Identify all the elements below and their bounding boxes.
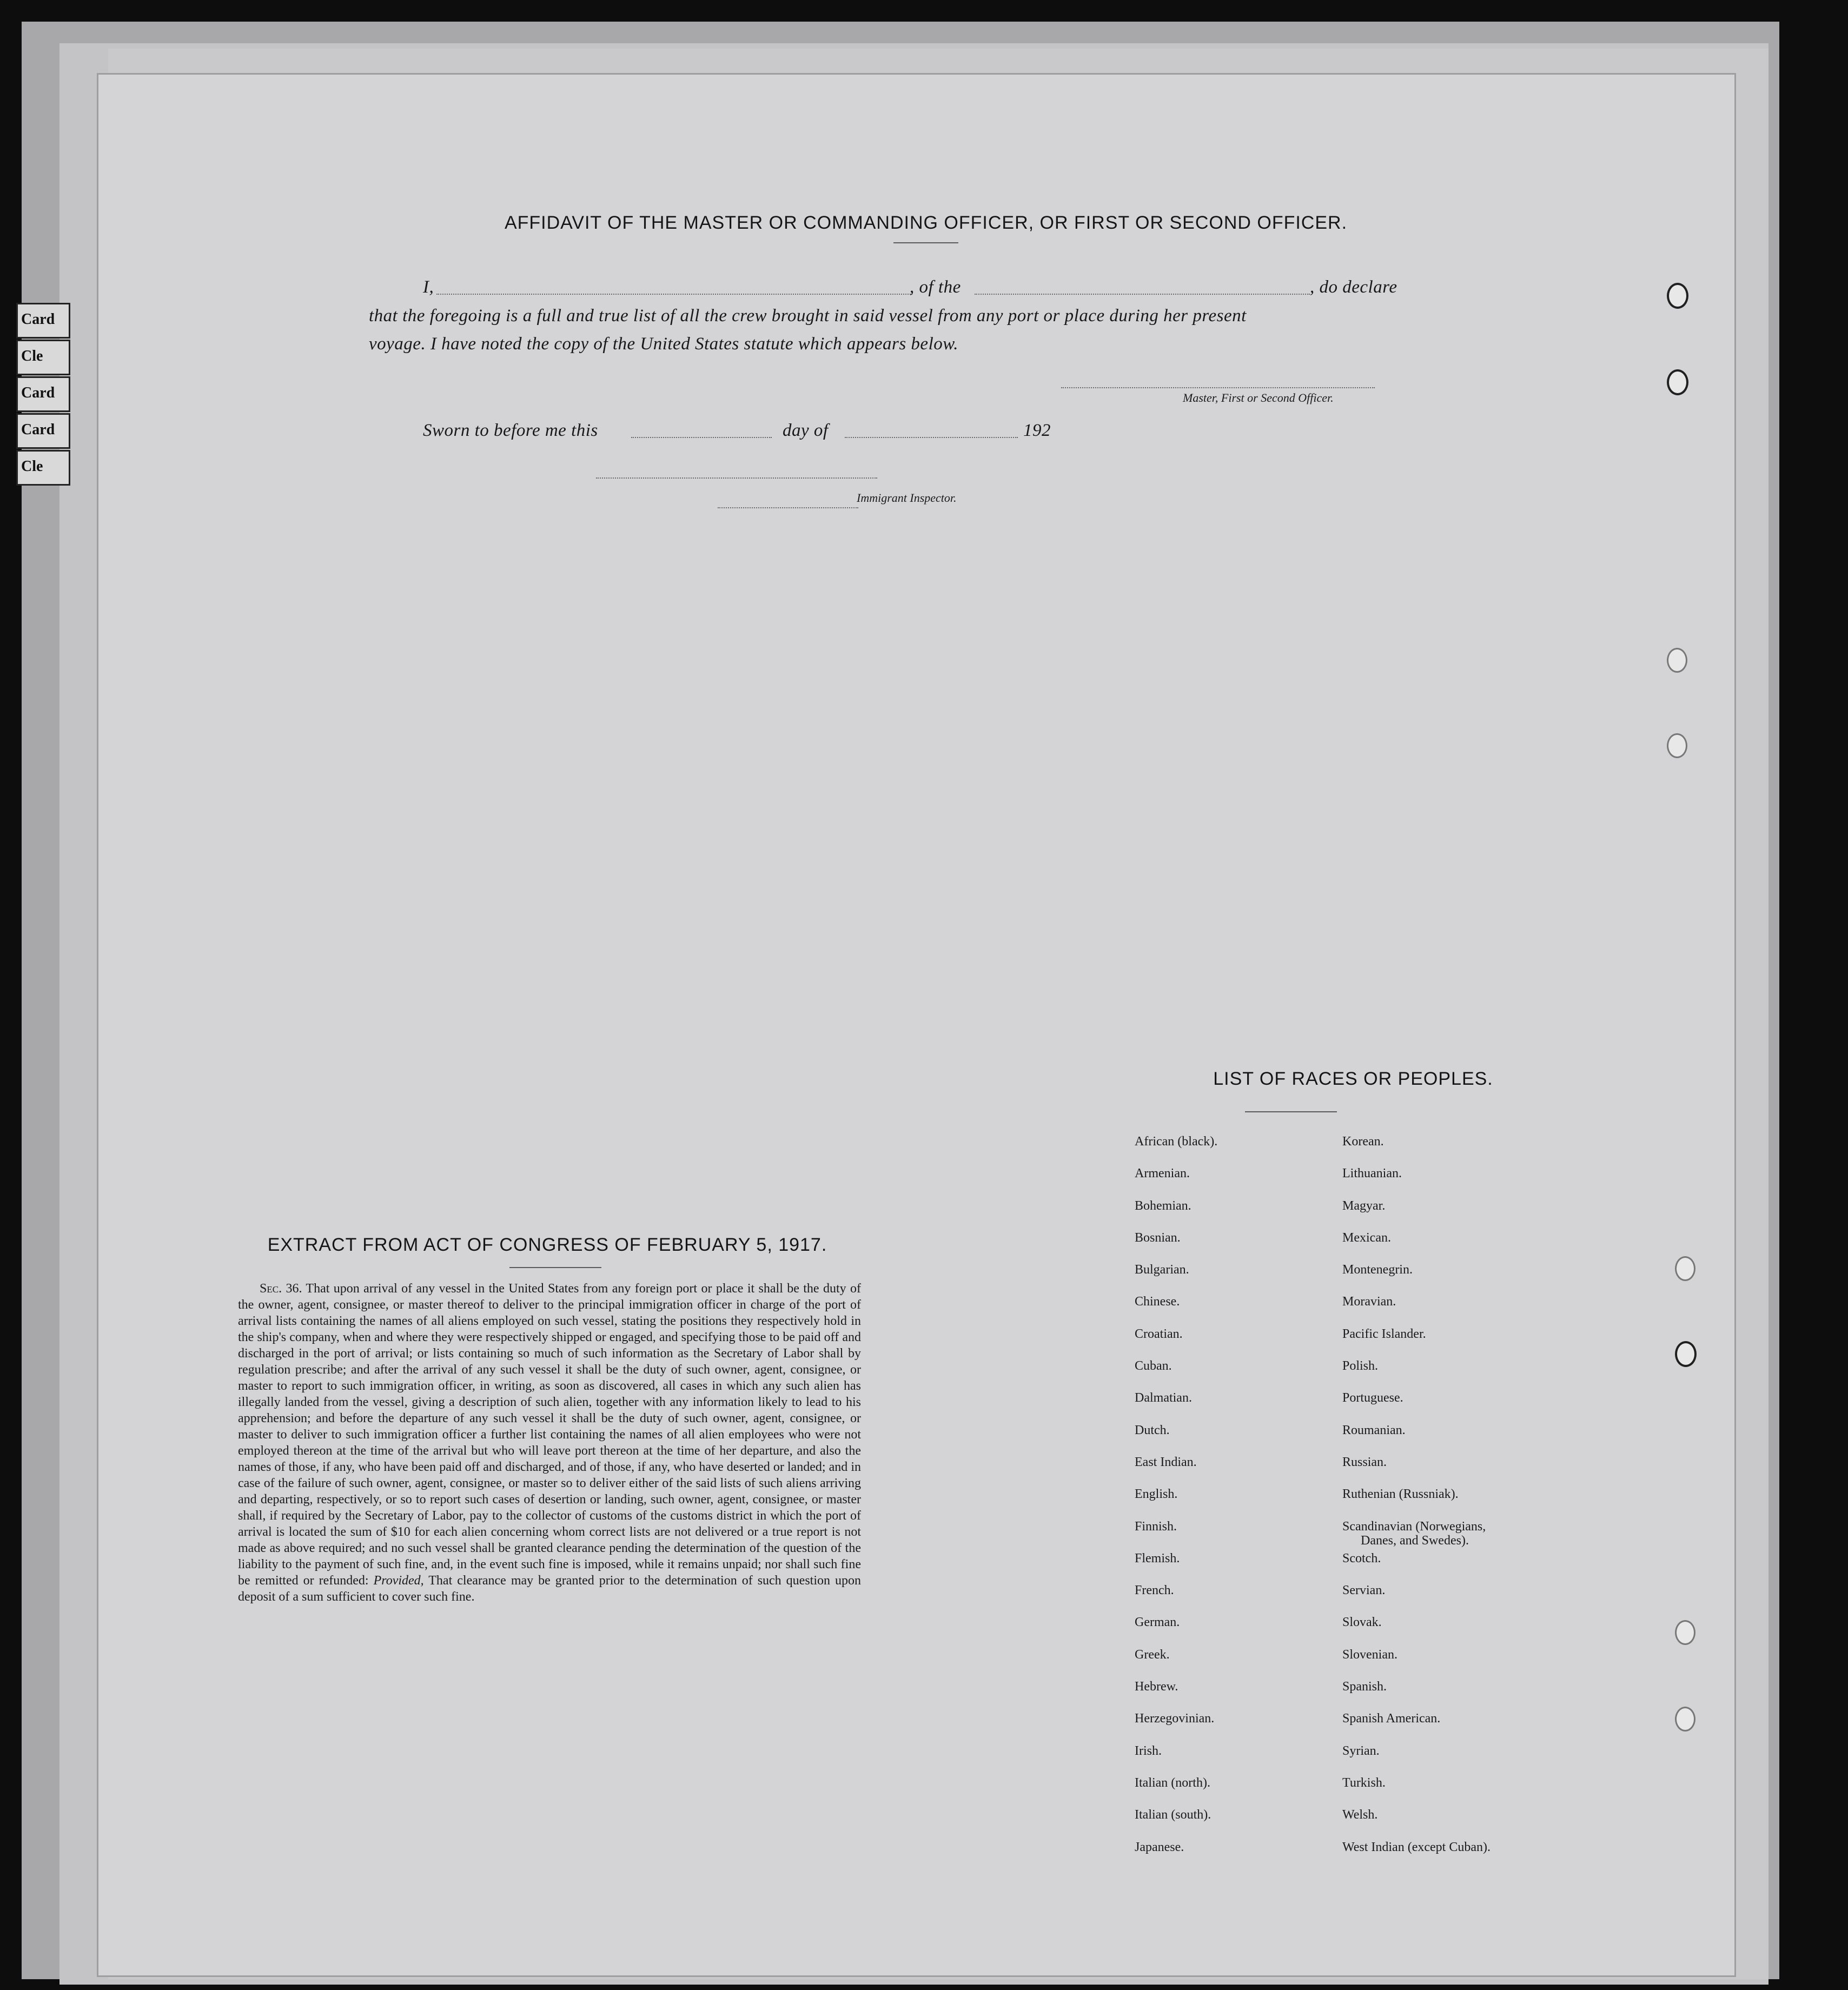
race-item: Syrian.: [1342, 1743, 1380, 1758]
inspector-name-field[interactable]: [718, 507, 858, 508]
race-item: African (black).: [1135, 1135, 1218, 1149]
sworn-day-field[interactable]: [631, 437, 772, 438]
title-rule: [509, 1267, 601, 1268]
year-text: 192: [1023, 421, 1051, 440]
race-item: Cuban.: [1135, 1359, 1172, 1374]
race-item: Armenian.: [1135, 1166, 1190, 1181]
race-item: Ruthenian (Russniak).: [1342, 1487, 1459, 1502]
race-item: Herzegovinian.: [1135, 1712, 1215, 1726]
race-item: Mexican.: [1342, 1230, 1391, 1245]
sworn-text: Sworn to before me this: [423, 421, 598, 440]
index-tabs: [16, 303, 70, 487]
race-item: Italian (south).: [1135, 1808, 1211, 1822]
race-item: Finnish.: [1135, 1519, 1177, 1534]
binder-hole: [1675, 1707, 1695, 1732]
race-item: East Indian.: [1135, 1455, 1197, 1469]
affidavit-line1-start: I,: [423, 277, 434, 297]
affidavit-line3: voyage. I have noted the copy of the United States statute which appears below.: [369, 334, 959, 354]
binder-hole: [1675, 1256, 1695, 1281]
day-of-text: day of: [783, 421, 829, 440]
race-item: Russian.: [1342, 1455, 1387, 1469]
inspector-caption: Immigrant Inspector.: [857, 491, 957, 505]
race-item: Lithuanian.: [1342, 1166, 1402, 1181]
race-item: [1342, 1520, 1569, 1551]
race-item: Japanese.: [1135, 1840, 1184, 1854]
race-item: Bosnian.: [1135, 1230, 1181, 1245]
race-item: Slovenian.: [1342, 1647, 1397, 1662]
race-item: Korean.: [1342, 1135, 1384, 1149]
race-item: English.: [1135, 1487, 1178, 1502]
race-item: Slovak.: [1342, 1615, 1382, 1630]
index-tab: Cle: [16, 450, 70, 486]
index-tab: Card: [16, 376, 70, 412]
race-item: Montenegrin.: [1342, 1263, 1413, 1277]
races-title: LIST OF RACES OR PEOPLES.: [1213, 1069, 1493, 1089]
race-item: Roumanian.: [1342, 1423, 1406, 1437]
binder-hole: [1675, 1620, 1695, 1645]
race-item: Dutch.: [1135, 1423, 1170, 1437]
vessel-name-field[interactable]: [975, 294, 1310, 295]
race-item: Spanish.: [1342, 1680, 1387, 1694]
race-item: Scotch.: [1342, 1551, 1381, 1566]
binder-hole: [1667, 283, 1688, 309]
race-item: Bulgarian.: [1135, 1263, 1189, 1277]
race-item: Irish.: [1135, 1743, 1162, 1758]
inspector-signature-field[interactable]: [596, 477, 877, 479]
index-tab: Card: [16, 303, 70, 339]
extract-text-part1: That upon arrival of any vessel in the United States from any foreign port or place it shall be the duty of the owner, agent, consignee, or master thereof to deliver to the principal immigration officer in charge of the port of arrival lists containing the names of all aliens employed on such vessel, stating the positions they respectively hold in the ship's company, when and where they were respectively shipped or engaged, and specifying those to be paid off and discharged in the port of arrival; or lists containing so much of such information as the Secretary of Labor shall by regulation prescribe; and after the arrival of any such vessel it shall be the duty of such owner, agent, consignee, or master to report to such immigration officer, in writing, as soon as discovered, all cases in which any such alien has illegally landed from the vessel, giving a description of such alien, together with any information likely to lead to his apprehension; and before the departure of any such vessel it shall be the duty of such owner, agent, consignee, or master to deliver to such immigration officer a further list containing the names of all alien employees who were not employed thereon at the time of the arrival but who will leave port thereon at the time of her departure, and also the names of those, if any, who have been paid off and discharged, and of those, if any, who have deserted or landed; and in case of the failure of such owner, agent, consignee, or master so to deliver either of the said lists of such aliens arriving and departing, respectively, or so to report such cases of desertion or landing, such owner, agent, consignee, or master shall, if required by the Secretary of Labor, pay to the collector of customs of the customs district in which the port of arrival is located the sum of $10 for each alien concerning whom correct lists are not delivered or a true report is not made as above required; and no such vessel shall be granted clearance pending the determination of the question of the liability to the payment of such fine, and, in the event such fine is imposed, while it remains unpaid; nor shall such fine be remitted or refunded:: [238, 1282, 861, 1588]
title-rule: [1245, 1111, 1337, 1112]
race-item: Hebrew.: [1135, 1680, 1178, 1694]
race-item: Pacific Islander.: [1342, 1326, 1426, 1341]
affidavit-line1-end: , do declare: [1310, 277, 1397, 297]
affidavit-line2: that the foregoing is a full and true list of all the crew brought in said vessel from any port or place during her present: [369, 306, 1247, 326]
race-item-line: Scandinavian (Norwegians,: [1342, 1519, 1486, 1534]
races-column-right: [1342, 1135, 1569, 1872]
binder-hole: [1667, 648, 1687, 673]
extract-text-part2: That clearance may be granted prior to the determination of such question upon deposit of a sum sufficient to cover such fine.: [238, 1574, 862, 1604]
manifest-page: [98, 75, 1734, 1975]
race-item: Servian.: [1342, 1583, 1386, 1598]
binder-hole: [1667, 369, 1688, 395]
race-item: Flemish.: [1135, 1551, 1180, 1566]
race-item: Moravian.: [1342, 1295, 1396, 1309]
race-item: Italian (north).: [1135, 1775, 1210, 1790]
race-item: Greek.: [1135, 1647, 1170, 1662]
master-name-field[interactable]: [436, 294, 912, 295]
race-item: West Indian (except Cuban).: [1342, 1840, 1491, 1854]
race-item: Bohemian.: [1135, 1198, 1191, 1213]
provided-word: Provided,: [373, 1574, 424, 1588]
race-item: Polish.: [1342, 1359, 1379, 1374]
race-item: Turkish.: [1342, 1775, 1386, 1790]
race-item: Dalmatian.: [1135, 1391, 1192, 1405]
binder-hole: [1675, 1341, 1697, 1367]
race-item: Portuguese.: [1342, 1391, 1403, 1405]
title-rule: [893, 242, 958, 243]
index-tab: Card: [16, 413, 70, 449]
binder-hole: [1667, 733, 1687, 758]
race-item: Welsh.: [1342, 1808, 1378, 1822]
signature-field[interactable]: [1061, 387, 1375, 388]
race-item: German.: [1135, 1615, 1180, 1630]
race-item: Croatian.: [1135, 1326, 1183, 1341]
affidavit-line1-mid: , of the: [910, 277, 961, 297]
races-column-left: [1135, 1135, 1308, 1872]
race-item: Chinese.: [1135, 1295, 1180, 1309]
race-item: Magyar.: [1342, 1198, 1386, 1213]
index-tab: Cle: [16, 340, 70, 375]
affidavit-title: AFFIDAVIT OF THE MASTER OR COMMANDING OFFICER, OR FIRST OR SECOND OFFICER.: [504, 213, 1348, 233]
signature-caption: Master, First or Second Officer.: [1183, 391, 1334, 404]
sworn-month-field[interactable]: [845, 437, 1018, 438]
section-label: Sec. 36.: [260, 1282, 302, 1296]
race-item: French.: [1135, 1583, 1174, 1598]
race-item-line-cont: Danes, and Swedes).: [1361, 1533, 1469, 1548]
race-item: Spanish American.: [1342, 1712, 1441, 1726]
extract-body: [238, 1281, 861, 1605]
extract-title: EXTRACT FROM ACT OF CONGRESS OF FEBRUARY 5, 1917.: [267, 1235, 827, 1255]
